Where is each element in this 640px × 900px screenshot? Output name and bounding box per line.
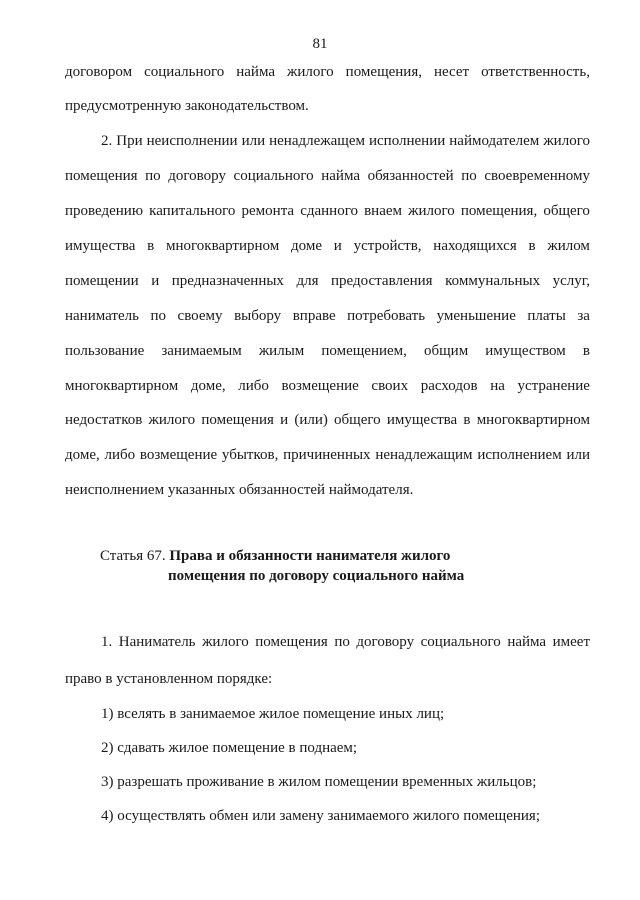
word: жилого bbox=[202, 634, 249, 650]
word: доме, bbox=[190, 378, 226, 394]
paragraph-1-line-2: предусмотренную законодательством. bbox=[65, 98, 309, 114]
word: находящихся bbox=[433, 238, 517, 254]
article-title-line-2: помещения по договору социального найма bbox=[168, 568, 465, 584]
word: на bbox=[490, 378, 505, 394]
page-number: 81 bbox=[312, 36, 328, 52]
word: обязанностей bbox=[367, 168, 454, 184]
word: по bbox=[334, 634, 350, 650]
word: в bbox=[463, 412, 471, 428]
word: помещения bbox=[255, 634, 328, 650]
word: ненадлежащим bbox=[375, 447, 473, 463]
list-item: 2) сдавать жилое помещение в поднаем; bbox=[101, 740, 358, 756]
word: общего bbox=[543, 203, 590, 219]
word: 2. bbox=[101, 133, 113, 149]
word: или bbox=[566, 447, 590, 463]
word: помещения bbox=[201, 412, 274, 428]
word: устранение bbox=[517, 378, 590, 394]
paragraph-2-line-2 bbox=[65, 166, 590, 186]
word: и bbox=[333, 238, 342, 254]
word: занимаемым bbox=[161, 343, 242, 359]
word: возмещение bbox=[139, 447, 218, 463]
word: социального bbox=[144, 64, 225, 80]
word: причиненных bbox=[283, 447, 371, 463]
word: доме bbox=[291, 238, 322, 254]
word: найма bbox=[321, 168, 361, 184]
word: сданного bbox=[300, 203, 358, 219]
paragraph-2-line-7 bbox=[65, 341, 590, 361]
word: несет bbox=[433, 64, 470, 80]
word: помещения, bbox=[460, 203, 538, 219]
word: доме, bbox=[65, 447, 100, 463]
word: по bbox=[461, 168, 477, 184]
word: коммунальных bbox=[445, 273, 541, 289]
word: договору bbox=[168, 168, 226, 184]
article-prefix: Статья 67. bbox=[100, 548, 166, 564]
word: расходов bbox=[420, 378, 478, 394]
word: либо bbox=[238, 378, 269, 394]
word: помещением, bbox=[321, 343, 407, 359]
paragraph-2-line-11: неисполнением указанных обязанностей наймодателя. bbox=[65, 482, 414, 498]
word: помещении bbox=[65, 273, 139, 289]
word: жилого bbox=[287, 64, 334, 80]
word: либо bbox=[104, 447, 136, 463]
word: за bbox=[577, 308, 590, 324]
word: по bbox=[150, 308, 167, 324]
list-item: 3) разрешать проживание в жилом помещении временных жильцов; bbox=[101, 774, 537, 790]
word: в bbox=[582, 343, 590, 359]
word: выбору bbox=[234, 308, 282, 324]
word: общим bbox=[423, 343, 469, 359]
word: имущества bbox=[386, 412, 458, 428]
word: пользование bbox=[65, 343, 145, 359]
word: жилого bbox=[408, 203, 455, 219]
word: и bbox=[280, 412, 289, 428]
word: многоквартирном bbox=[165, 238, 280, 254]
word: социального bbox=[233, 168, 314, 184]
article-heading-line-1 bbox=[100, 546, 450, 566]
word: социального bbox=[420, 634, 501, 650]
paragraph-2-line-9 bbox=[65, 410, 590, 430]
word: ненадлежащем bbox=[269, 133, 365, 149]
word: капитального bbox=[149, 203, 236, 219]
word: для bbox=[296, 273, 319, 289]
word: помещения, bbox=[345, 64, 422, 80]
paragraph-2-line-1 bbox=[101, 131, 590, 151]
word: Наниматель bbox=[118, 634, 196, 650]
word: наймодателем bbox=[449, 133, 540, 149]
word: возмещение bbox=[281, 378, 359, 394]
word: исполнением bbox=[477, 447, 562, 463]
word: предоставления bbox=[331, 273, 433, 289]
word: ответственность, bbox=[481, 64, 590, 80]
word: услуг, bbox=[552, 273, 590, 289]
word: убытков, bbox=[221, 447, 279, 463]
paragraph-2-line-10 bbox=[65, 445, 590, 465]
word: имуществом bbox=[485, 343, 566, 359]
paragraph-1-line-1 bbox=[65, 62, 590, 82]
word: предназначенных bbox=[171, 273, 284, 289]
word: по bbox=[145, 168, 161, 184]
word: и bbox=[151, 273, 160, 289]
word: (или) bbox=[294, 412, 328, 428]
paragraph-2-line-8 bbox=[65, 376, 590, 396]
word: платы bbox=[527, 308, 566, 324]
word: многоквартирном bbox=[476, 412, 590, 428]
paragraph-2-line-6 bbox=[65, 306, 590, 326]
paragraph-2-line-4 bbox=[65, 236, 590, 256]
word: договору bbox=[356, 634, 415, 650]
word: исполнении bbox=[369, 133, 446, 149]
word: жилого bbox=[148, 412, 196, 428]
word: ремонта bbox=[241, 203, 295, 219]
word: в bbox=[528, 238, 536, 254]
word: или bbox=[241, 133, 266, 149]
list-item: 1) вселять в занимаемое жилое помещение иных лиц; bbox=[101, 706, 445, 722]
word: жилого bbox=[543, 133, 590, 149]
word: найма bbox=[507, 634, 547, 650]
paragraph-2-line-5 bbox=[65, 271, 590, 291]
word: имеет bbox=[552, 634, 590, 650]
word: помещения bbox=[65, 168, 138, 184]
word: своих bbox=[371, 378, 409, 394]
word: своему bbox=[177, 308, 223, 324]
paragraph-3-line-1 bbox=[101, 632, 590, 652]
word: внаем bbox=[364, 203, 403, 219]
article-title-line-1: Права и обязанности нанимателя жилого bbox=[169, 548, 451, 564]
word: жилым bbox=[258, 343, 305, 359]
word: наниматель bbox=[65, 308, 139, 324]
word: договором bbox=[65, 64, 133, 80]
word: устройств, bbox=[353, 238, 422, 254]
word: имущества bbox=[65, 238, 136, 254]
word: потребовать bbox=[347, 308, 426, 324]
word: неисполнении bbox=[146, 133, 238, 149]
word: При bbox=[116, 133, 143, 149]
paragraph-3-line-2: право в установленном порядке: bbox=[65, 671, 273, 687]
word: уменьшение bbox=[436, 308, 516, 324]
paragraph-2-line-3 bbox=[65, 201, 590, 221]
word: вправе bbox=[292, 308, 336, 324]
word: своевременному bbox=[484, 168, 590, 184]
word: недостатков bbox=[65, 412, 143, 428]
word: найма bbox=[236, 64, 276, 80]
word: 1. bbox=[101, 634, 113, 650]
list-item: 4) осуществлять обмен или замену занимаемого жилого помещения; bbox=[101, 808, 540, 824]
word: проведению bbox=[65, 203, 144, 219]
word: жилом bbox=[547, 238, 590, 254]
word: общего bbox=[334, 412, 381, 428]
word: многоквартирном bbox=[65, 378, 179, 394]
word: в bbox=[147, 238, 155, 254]
